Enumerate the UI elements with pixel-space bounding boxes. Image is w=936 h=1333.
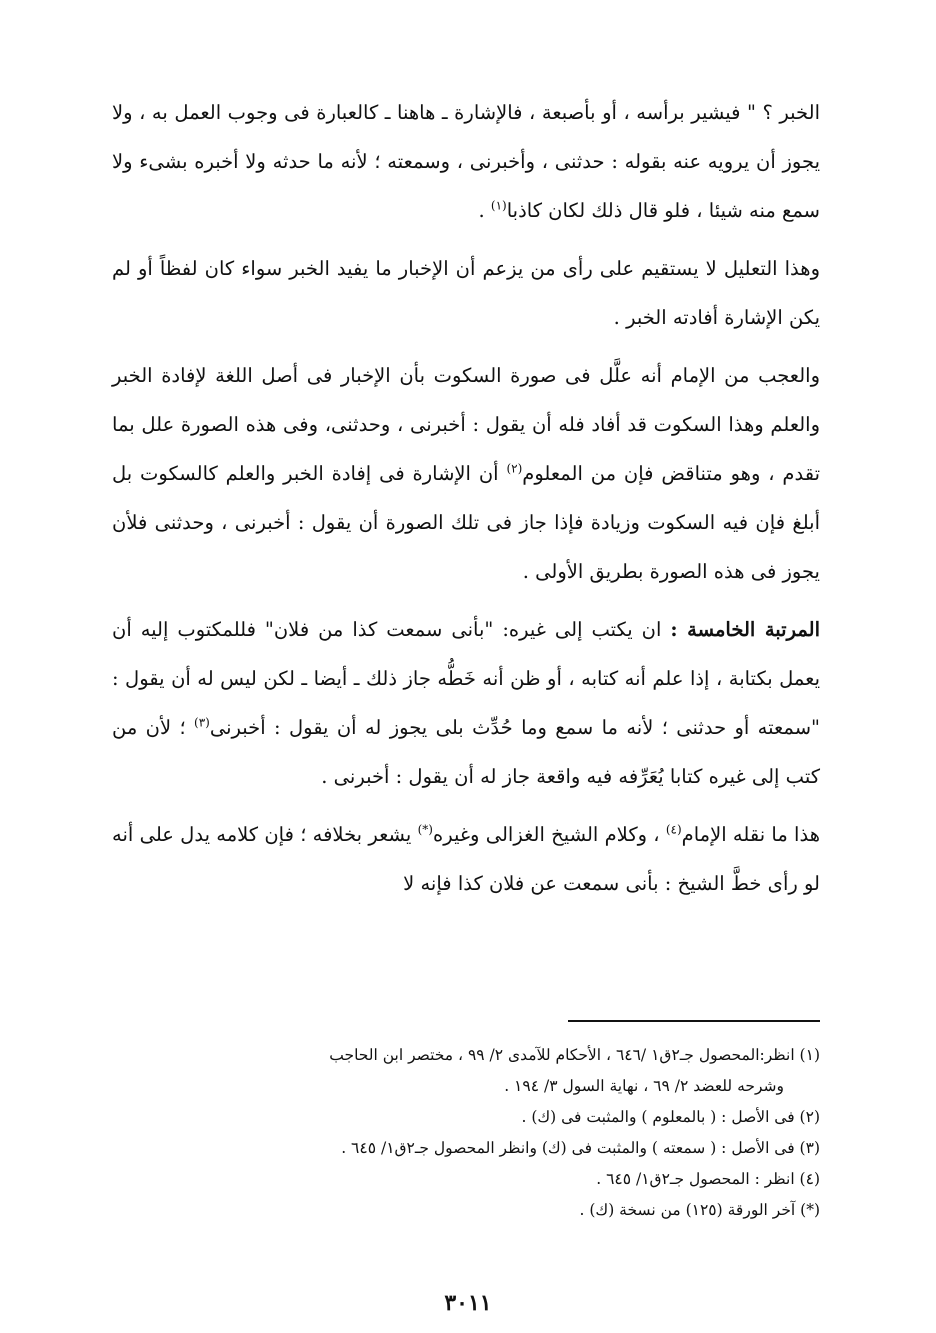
- paragraph-5: [112, 810, 820, 908]
- paragraph-1-end: .: [478, 199, 485, 222]
- footnote-1-line-2: وشرحه للعضد ٢/ ٦٩ ، نهاية السول ٣/ ١٩٤ .: [504, 1077, 784, 1095]
- footnote-2-text: (٢) فى الأصل : ( بالمعلوم ) والمثبت فى (ك) .: [521, 1108, 820, 1126]
- footnote-3-text: (٣) فى الأصل : ( سمعته ) والمثبت فى (ك) وانظر المحصول جـ٢ق١/ ٦٤٥ .: [341, 1139, 820, 1157]
- page-number: ٣٠١١: [444, 1290, 492, 1316]
- paragraph-4-text-a: ان يكتب إلى غيره: "بأنى سمعت كذا من فلان" فللمكتوب إليه أن يعمل بكتابة ، إذا علم أنه كتابه ، أو ظن أنه خَطُّه جاز ذلك ـ أيضا ـ لكن ليس له أن يقول : "سمعته أو حدثنى ؛ لأنه ما سمع وما حُدِّث بلى يجوز له أن يقول : أخبرنى: [112, 618, 821, 739]
- paragraph-3-text-a: والعجب من الإمام أنه علَّل فى صورة السكوت بأن الإخبار فى أصل اللغة لإفادة الخبر والعلم وهذا السكوت قد أفاد فله أن يقول : أخبرنى ، وحدثنى، وفى هذه الصورة علل بما تقدم ، وهو متناقض فإن من المعلوم: [112, 364, 820, 485]
- footnotes: [112, 1040, 820, 1226]
- footnote-separator: [568, 1020, 820, 1022]
- footnote-4-text: (٤) انظر : المحصول جـ٢ق١/ ٦٤٥ .: [596, 1170, 820, 1188]
- paragraph-5-text-c: يشعر بخلافه ؛ فإن كلامه يدل على أنه لو رأى خطَّ الشيخ : بأنى سمعت عن فلان كذا فإنه لا: [112, 823, 820, 895]
- footnote-star-text: (*) آخر الورقة (١٢٥) من نسخة (ك) .: [579, 1201, 820, 1219]
- footnote-star: [112, 1195, 820, 1226]
- paragraph-1: [112, 88, 820, 235]
- footnote-ref-3: (٣): [194, 715, 210, 730]
- paragraph-3-text-b: أن الإشارة فى إفادة الخبر والعلم كالسكوت بل أبلغ فإن فيه السكوت وزيادة فإذا جاز فى تلك الصورة أن يقول : أخبرنى ، وحدثنى فلأن يجوز فى هذه الصورة بطريق الأولى .: [112, 462, 820, 583]
- paragraph-5-text-b: ، وكلام الشيخ الغزالى وغيره: [432, 823, 660, 846]
- footnote-1: [112, 1040, 820, 1102]
- footnote-ref-2: (٢): [506, 461, 523, 476]
- paragraph-2: [112, 244, 820, 342]
- footnote-ref-star: (*): [417, 822, 433, 837]
- section-heading: المرتبة الخامسة :: [670, 618, 821, 641]
- main-text: [112, 88, 820, 908]
- paragraph-1-text: الخبر ؟ " فيشير برأسه ، أو بأصبعة ، فالإشارة ـ هاهنا ـ كالعبارة فى وجوب العمل به ، ولا يجوز أن يرويه عنه بقوله : حدثنى ، وأخبرنى ، وسمعته ؛ لأنه ما حدثه ولا أخبره بشىء ولا سمع منه شيئا ، فلو قال ذلك لكان كاذبا: [112, 101, 820, 222]
- paragraph-3: [112, 351, 820, 596]
- paragraph-5-text-a: هذا ما نقله الإمام: [681, 823, 820, 846]
- paragraph-4-text-b: ؛ لأن من كتب إلى غيره كتابا يُعَرِّفه فيه واقعة جاز له أن يقول : أخبرنى .: [112, 716, 820, 788]
- footnote-ref-1: (١): [490, 198, 507, 213]
- footnote-2: [112, 1102, 820, 1133]
- paragraph-4: [112, 605, 820, 801]
- paragraph-2-text: وهذا التعليل لا يستقيم على رأى من يزعم أن الإخبار ما يفيد الخبر سواء كان لفظاً أو لم يكن الإشارة أفادته الخبر .: [112, 257, 820, 329]
- footnote-ref-4: (٤): [665, 822, 682, 837]
- footnote-1-line-1: (١) انظر:المحصول جـ٢ق١ /٦٤٦ ، الأحكام للآمدى ٢/ ٩٩ ، مختصر ابن الحاجب: [329, 1046, 820, 1064]
- footnote-3: [112, 1133, 820, 1164]
- footnote-4: [112, 1164, 820, 1195]
